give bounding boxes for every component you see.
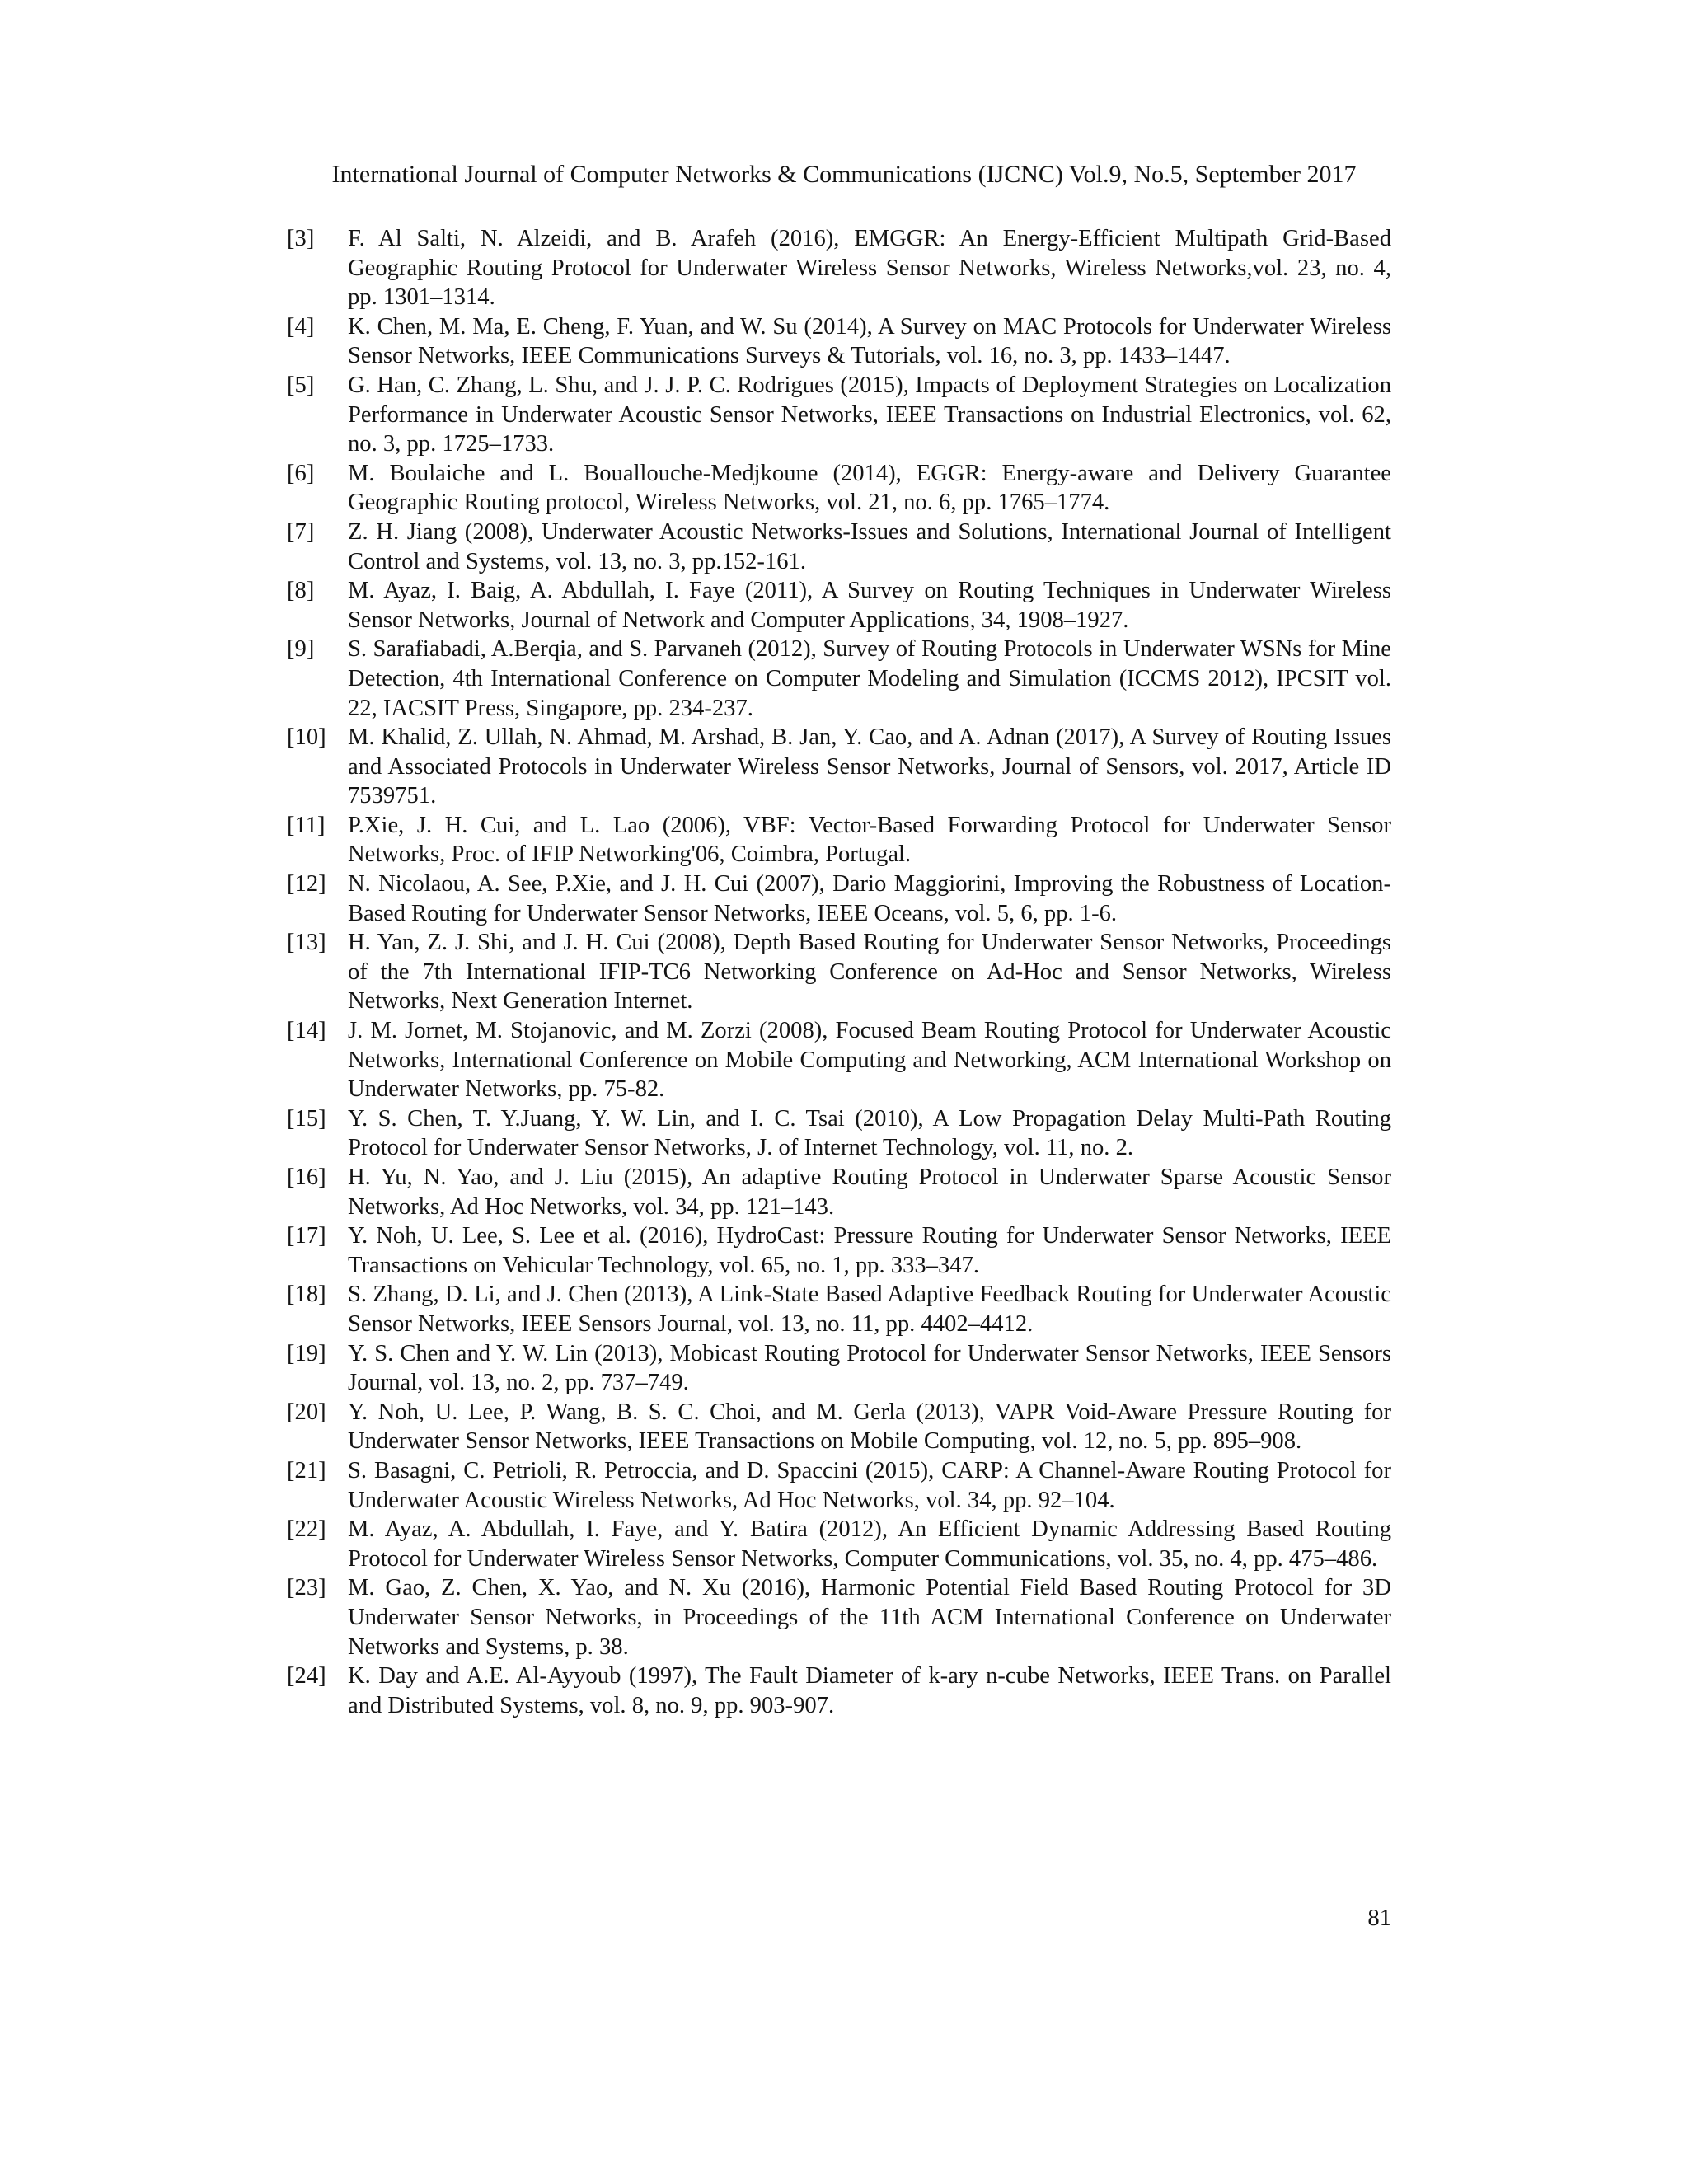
reference-text: F. Al Salti, N. Alzeidi, and B. Arafeh (2016), EMGGR: An Energy-Efficient Multipath Grid-Based Geographic Routing Protocol for Underwater Wireless Sensor Networks, Wireless Networks,vol. 23, no. 4, pp. 1301–1314. <box>348 226 1391 311</box>
reference-text: M. Ayaz, I. Baig, A. Abdullah, I. Faye (2011), A Survey on Routing Techniques in Underwater Wireless Sensor Networks, Journal of Network and Computer Applications, 34, 1908–1927. <box>348 578 1391 633</box>
reference-text: M. Boulaiche and L. Bouallouche-Medjkoune (2014), EGGR: Energy-aware and Delivery Guarantee Geographic Routing protocol, Wireless Networks, vol. 21, no. 6, pp. 1765–1774. <box>348 460 1391 516</box>
reference-text: G. Han, C. Zhang, L. Shu, and J. J. P. C. Rodrigues (2015), Impacts of Deployment Strategies on Localization Performance in Underwater Acoustic Sensor Networks, IEEE Transactions on Industrial Electronics, vol. 62, no. 3, pp. 1725–1733. <box>348 372 1391 457</box>
reference-item <box>287 723 1391 811</box>
reference-item <box>287 811 1391 869</box>
reference-text: J. M. Jornet, M. Stojanovic, and M. Zorzi (2008), Focused Beam Routing Protocol for Underwater Acoustic Networks, International Conference on Mobile Computing and Networking, ACM International Workshop on Underwater Networks, pp. 75-82. <box>348 1018 1391 1103</box>
reference-number: [22] <box>287 1516 326 1543</box>
reference-text: M. Ayaz, A. Abdullah, I. Faye, and Y. Batira (2012), An Efficient Dynamic Addressing Based Routing Protocol for Underwater Wireless Sensor Networks, Computer Communications, vol. 35, no. 4, pp. 475–486. <box>348 1516 1391 1572</box>
reference-text: Y. S. Chen and Y. W. Lin (2013), Mobicast Routing Protocol for Underwater Sensor Networks, IEEE Sensors Journal, vol. 13, no. 2, pp. 737–749. <box>348 1340 1391 1396</box>
reference-text: P.Xie, J. H. Cui, and L. Lao (2006), VBF: Vector-Based Forwarding Protocol for Underwater Sensor Networks, Proc. of IFIP Networking'06, Coimbra, Portugal. <box>348 812 1391 868</box>
reference-number: [7] <box>287 518 315 545</box>
reference-item <box>287 1280 1391 1338</box>
reference-text: Y. Noh, U. Lee, S. Lee et al. (2016), HydroCast: Pressure Routing for Underwater Sensor Networks, IEEE Transactions on Vehicular Technology, vol. 65, no. 1, pp. 333–347. <box>348 1223 1391 1278</box>
page-number: 81 <box>1367 1905 1391 1931</box>
reference-number: [13] <box>287 930 326 956</box>
reference-item <box>287 928 1391 1016</box>
reference-text: S. Zhang, D. Li, and J. Chen (2013), A Link-State Based Adaptive Feedback Routing for Underwater Acoustic Sensor Networks, IEEE Sensors Journal, vol. 13, no. 11, pp. 4402–4412. <box>348 1282 1391 1337</box>
reference-text: H. Yan, Z. J. Shi, and J. H. Cui (2008), Depth Based Routing for Underwater Sensor Networks, Proceedings of the 7th International IFIP-TC6 Networking Conference on Ad-Hoc and Sensor Networks, Wireless Networks, Next Generation Internet. <box>348 930 1391 1015</box>
reference-item <box>287 1661 1391 1720</box>
reference-number: [4] <box>287 313 315 340</box>
reference-number: [16] <box>287 1165 326 1190</box>
reference-item <box>287 459 1391 518</box>
reference-number: [11] <box>287 812 326 838</box>
reference-text: K. Day and A.E. Al-Ayyoub (1997), The Fault Diameter of k-ary n-cube Networks, IEEE Trans. on Parallel and Distributed Systems, vol. 8, no. 9, pp. 903-907. <box>348 1663 1391 1718</box>
reference-text: M. Khalid, Z. Ullah, N. Ahmad, M. Arshad, B. Jan, Y. Cao, and A. Adnan (2017), A Survey of Routing Issues and Associated Protocols in Underwater Wireless Sensor Networks, Journal of Sensors, vol. 2017, Article ID 7539751. <box>348 724 1391 809</box>
reference-item <box>287 312 1391 371</box>
reference-number: [5] <box>287 372 315 398</box>
reference-number: [8] <box>287 578 315 604</box>
reference-number: [19] <box>287 1340 326 1366</box>
reference-item <box>287 1398 1391 1456</box>
reference-number: [14] <box>287 1018 326 1044</box>
reference-item <box>287 371 1391 459</box>
reference-number: [3] <box>287 226 315 251</box>
reference-item <box>287 1163 1391 1221</box>
reference-number: [23] <box>287 1575 326 1601</box>
reference-number: [6] <box>287 460 315 486</box>
reference-number: [21] <box>287 1457 326 1483</box>
reference-item <box>287 1515 1391 1573</box>
reference-item <box>287 1104 1391 1163</box>
reference-number: [17] <box>287 1223 326 1249</box>
reference-item <box>287 224 1391 312</box>
reference-item <box>287 635 1391 723</box>
reference-text: N. Nicolaou, A. See, P.Xie, and J. H. Cui (2007), Dario Maggiorini, Improving the Robustness of Location-Based Routing for Underwater Sensor Networks, IEEE Oceans, vol. 5, 6, pp. 1-6. <box>348 871 1391 926</box>
reference-text: Y. Noh, U. Lee, P. Wang, B. S. C. Choi, and M. Gerla (2013), VAPR Void-Aware Pressure Routing for Underwater Sensor Networks, IEEE Transactions on Mobile Computing, vol. 12, no. 5, pp. 895–908. <box>348 1399 1391 1455</box>
reference-text: H. Yu, N. Yao, and J. Liu (2015), An adaptive Routing Protocol in Underwater Sparse Acoustic Sensor Networks, Ad Hoc Networks, vol. 34, pp. 121–143. <box>348 1165 1391 1220</box>
reference-list <box>287 224 1391 1720</box>
reference-text: K. Chen, M. Ma, E. Cheng, F. Yuan, and W. Su (2014), A Survey on MAC Protocols for Underwater Wireless Sensor Networks, IEEE Communications Surveys & Tutorials, vol. 16, no. 3, pp. 1433–1447. <box>348 313 1391 369</box>
reference-item <box>287 1016 1391 1104</box>
reference-number: [15] <box>287 1105 326 1132</box>
reference-number: [20] <box>287 1399 326 1425</box>
reference-text: Z. H. Jiang (2008), Underwater Acoustic Networks-Issues and Solutions, International Journal of Intelligent Control and Systems, vol. 13, no. 3, pp.152-161. <box>348 518 1391 574</box>
reference-number: [24] <box>287 1663 326 1690</box>
reference-number: [9] <box>287 636 315 663</box>
reference-text: S. Basagni, C. Petrioli, R. Petroccia, and D. Spaccini (2015), CARP: A Channel-Aware Routing Protocol for Underwater Acoustic Wireless Networks, Ad Hoc Networks, vol. 34, pp. 92–104. <box>348 1457 1391 1513</box>
journal-header: International Journal of Computer Networks & Communications (IJCNC) Vol.9, No.5, September 2017 <box>331 161 1357 188</box>
reference-number: [12] <box>287 871 326 898</box>
reference-item <box>287 576 1391 635</box>
reference-item <box>287 869 1391 928</box>
reference-item <box>287 1456 1391 1515</box>
reference-text: S. Sarafiabadi, A.Berqia, and S. Parvaneh (2012), Survey of Routing Protocols in Underwater WSNs for Mine Detection, 4th International Conference on Computer Modeling and Simulation (ICCMS 2012), IPCSIT vol. 22, IACSIT Press, Singapore, pp. 234-237. <box>348 636 1391 721</box>
reference-item <box>287 1573 1391 1661</box>
reference-item <box>287 1339 1391 1398</box>
reference-item <box>287 518 1391 576</box>
reference-text: Y. S. Chen, T. Y.Juang, Y. W. Lin, and I. C. Tsai (2010), A Low Propagation Delay Multi-Path Routing Protocol for Underwater Sensor Networks, J. of Internet Technology, vol. 11, no. 2. <box>348 1105 1391 1161</box>
reference-text: M. Gao, Z. Chen, X. Yao, and N. Xu (2016), Harmonic Potential Field Based Routing Protocol for 3D Underwater Sensor Networks, in Proceedings of the 11th ACM International Conference on Underwater Networks and Systems, p. 38. <box>348 1575 1391 1660</box>
reference-item <box>287 1221 1391 1280</box>
reference-number: [18] <box>287 1282 326 1308</box>
reference-number: [10] <box>287 724 326 751</box>
